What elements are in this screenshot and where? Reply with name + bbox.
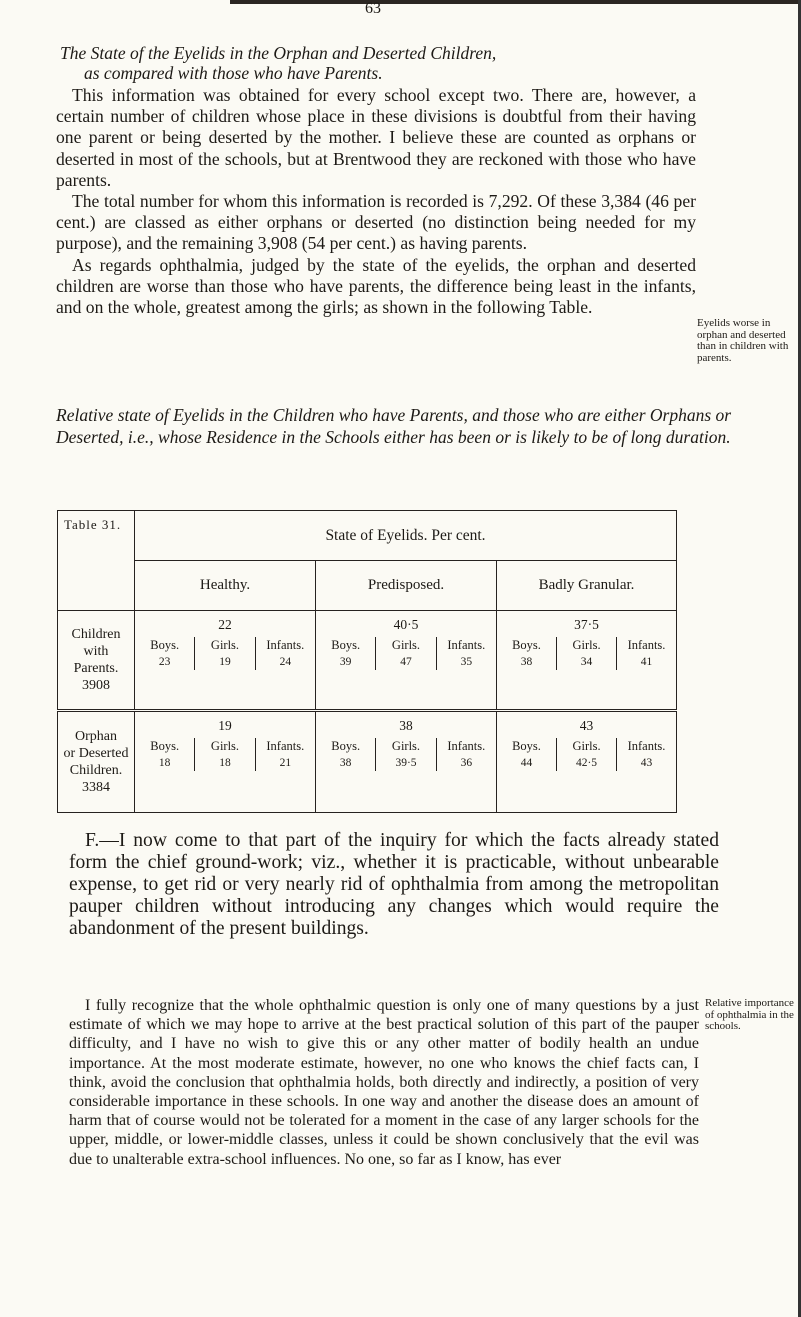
page-number: 63 — [365, 0, 381, 17]
value: 39·5 — [395, 757, 417, 769]
sub-label: Boys. — [150, 739, 180, 753]
sub-label: Infants. — [447, 739, 486, 753]
row-label-count: 3908 — [82, 678, 110, 693]
sub-label: Girls. — [210, 638, 240, 652]
section-f-text: F.—I now come to that part of the inquiry for which the facts already stated form the chief ground-work; viz., whether it is practicable, without unbearable expense, to get rid or very nearly rid of ophthalmia from among the metropolitan pauper children without introducing any changes which would require the abandonment of the present buildings. — [69, 830, 719, 939]
group-total: 22 — [218, 617, 232, 632]
section-title — [60, 43, 760, 83]
row-label-line: Orphan — [75, 729, 117, 744]
row-label-count: 3384 — [82, 780, 110, 795]
value: 38 — [520, 656, 533, 668]
cell-healthy — [135, 611, 316, 711]
title-line-2: as compared with those who have Parents. — [84, 63, 383, 83]
cell-badly-granular — [497, 611, 677, 711]
sub-label: Boys. — [512, 739, 541, 753]
group-breakdown — [135, 637, 315, 670]
sub-label: Girls. — [572, 638, 601, 652]
margin-note-importance: Relative importance of ophthalmia in the schools. — [705, 997, 794, 1032]
intro-text — [56, 85, 696, 318]
value: 42·5 — [575, 757, 598, 769]
row-label-line: Children with — [71, 627, 121, 659]
sub-label: Girls. — [210, 739, 240, 753]
group-total: 19 — [218, 718, 232, 733]
paragraph-1: This information was obtained for every school except two. There are, however, a certain number of children whose place in these divisions is doubtful from their having one parent or being deserted by the mother. I believe these are counted as orphans or deserted in most of the schools, but at Brentwood they are reckoned with those who have parents. — [56, 85, 696, 190]
sub-label: Girls. — [391, 638, 421, 652]
sub-label: Boys. — [331, 638, 361, 652]
cell-predisposed — [316, 711, 497, 813]
paragraph-3: As regards ophthalmia, judged by the state of the eyelids, the orphan and deserted children are worse than those who have parents, the difference being least in the infants, and on the whole, greatest among the girls; as shown in the following Table. — [56, 254, 696, 318]
sub-label: Girls. — [572, 739, 601, 753]
paragraph-4: I fully recognize that the whole ophthalmic question is only one of many questions by a just estimate of which we may hope to arrive at the best practical solution of this part of the pauper difficulty, and I have no wish to give this or any other matter of bodily health an undue importance. At the most moderate estimate, however, no one who knows the chief facts can, I think, avoid the conclusion that ophthalmia holds, both directly and indirectly, a position of very considerable importance in these schools. In one way and another the disease does an amount of harm that of course would not be tolerated for a moment in the case of any larger schools for the upper, middle, or lower-middle classes, unless it could be shown conclusively that the evil was due to unalterable extra-school influences. No one, so far as I know, has ever — [69, 997, 699, 1168]
value: 47 — [400, 656, 412, 668]
table-label-cell — [58, 511, 135, 611]
cell-predisposed — [316, 611, 497, 711]
value: 21 — [279, 757, 292, 769]
importance-paragraph — [69, 996, 699, 1169]
col-badly-granular: Badly Granular. — [497, 561, 677, 611]
sub-label: Infants. — [627, 739, 666, 753]
sub-label: Infants. — [266, 739, 305, 753]
col-healthy: Healthy. — [135, 561, 316, 611]
group-breakdown — [497, 637, 676, 670]
row-label — [58, 711, 135, 813]
margin-note-eyelids: Eyelids worse in orphan and deserted than in children with parents. — [697, 317, 789, 364]
table-label: Table 31. — [64, 517, 122, 532]
group-total: 37·5 — [574, 617, 599, 632]
table-header: State of Eyelids. Per cent. — [135, 511, 677, 561]
sub-label: Boys. — [150, 638, 180, 652]
cell-badly-granular — [497, 711, 677, 813]
group-total: 40·5 — [393, 617, 419, 632]
sub-label: Boys. — [331, 739, 361, 753]
section-f-paragraph — [69, 830, 719, 940]
sub-label: Girls. — [391, 739, 421, 753]
row-label — [58, 611, 135, 711]
value: 35 — [460, 656, 473, 668]
value: 34 — [580, 656, 593, 668]
value: 39 — [339, 656, 352, 668]
value: 36 — [460, 757, 473, 769]
group-total: 43 — [579, 718, 594, 733]
value: 44 — [520, 757, 533, 769]
group-total: 38 — [399, 718, 413, 733]
table-31 — [57, 510, 677, 813]
sub-label: Boys. — [512, 638, 541, 652]
value: 18 — [219, 757, 231, 769]
cell-healthy — [135, 711, 316, 813]
group-breakdown — [135, 738, 315, 771]
page-top-rule — [230, 0, 801, 4]
row-orphan-or-deserted — [58, 711, 677, 813]
value: 43 — [640, 757, 653, 769]
row-label-line: Parents. — [73, 661, 119, 676]
group-breakdown — [316, 738, 496, 771]
group-breakdown — [316, 637, 496, 670]
col-predisposed: Predisposed. — [316, 561, 497, 611]
sub-label: Infants. — [447, 638, 486, 652]
row-label-line: Children. — [69, 763, 123, 778]
value: 41 — [640, 656, 653, 668]
title-line-1: The State of the Eyelids in the Orphan and Deserted Children, — [60, 43, 497, 63]
sub-label: Infants. — [627, 638, 666, 652]
paragraph-2: The total number for whom this information is recorded is 7,292. Of these 3,384 (46 per cent.) are classed as either orphans or deserted (no distinction being needed for my purpose), and the remaining 3,908 (54 per cent.) as having parents. — [56, 191, 696, 254]
row-label-line: or Deserted — [63, 746, 129, 761]
group-breakdown — [497, 738, 676, 771]
sub-label: Infants. — [266, 638, 305, 652]
table-caption: Relative state of Eyelids in the Children who have Parents, and those who are either Orphans or Deserted, i.e., whose Residence in the Schools either has been or is likely to be of long duration. — [56, 405, 732, 447]
value: 23 — [158, 656, 171, 668]
row-children-with-parents — [58, 611, 677, 711]
value: 19 — [219, 656, 231, 668]
value: 24 — [279, 656, 292, 668]
value: 18 — [158, 757, 171, 769]
value: 38 — [339, 757, 352, 769]
